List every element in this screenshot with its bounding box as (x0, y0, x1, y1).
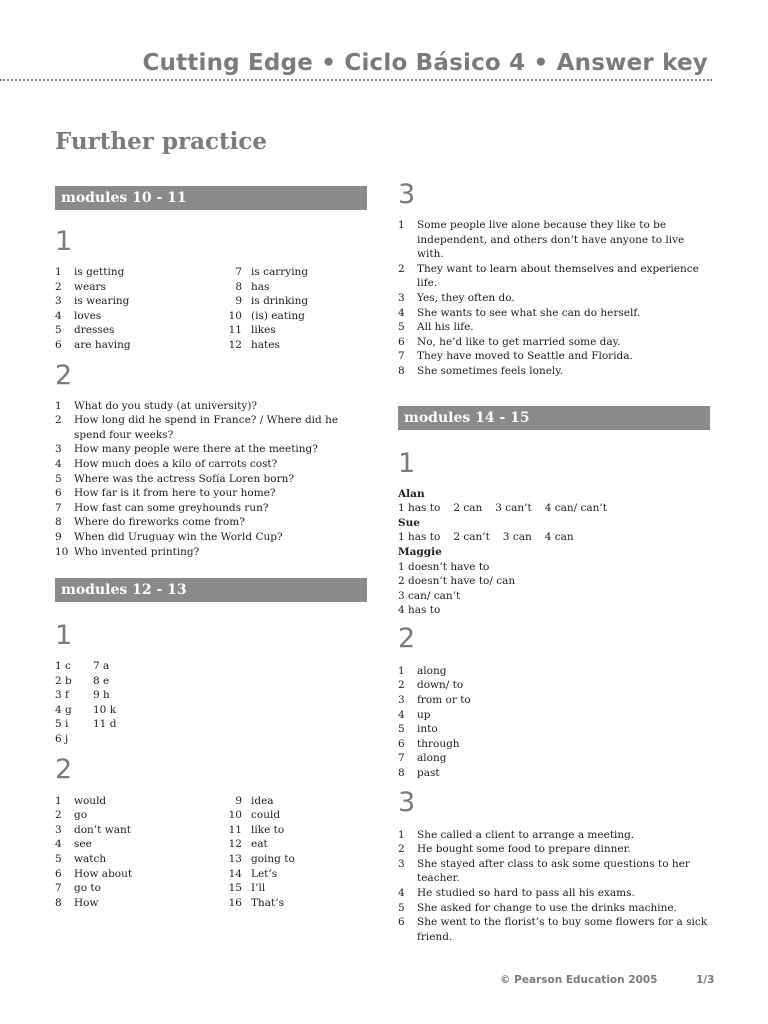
answer-text: (is) eating (251, 309, 305, 322)
answer-item (55, 323, 220, 338)
answer-text: He studied so hard to pass all his exams. (417, 887, 635, 899)
answer-number: 3 (55, 443, 62, 456)
answer-number: 4 (398, 887, 405, 899)
answer-number: 10 (55, 545, 69, 558)
answer-text: would (74, 794, 107, 807)
answer-item (220, 852, 295, 867)
match-answer: 4 g (55, 703, 72, 716)
page-header-title: Cutting Edge • Ciclo Básico 4 • Answer key (142, 50, 708, 76)
answer-item (55, 442, 367, 457)
answer-item (220, 823, 295, 838)
answer-text: 4 can/ can’t (544, 502, 607, 515)
answer-number: 4 (398, 708, 405, 721)
answer-item (398, 678, 710, 693)
match-row (55, 717, 367, 732)
answer-text: 1 doesn’t have to (398, 560, 490, 573)
answer-text: Some people live alone because they like to be independent, and others don’t have anyone to live with. (417, 219, 685, 261)
answer-text: go (74, 809, 88, 822)
answer-item (220, 338, 308, 353)
exercise-number: 1 (55, 226, 73, 257)
answer-text: is wearing (74, 295, 130, 308)
answer-number: 8 (398, 364, 405, 377)
answer-item (220, 896, 295, 911)
answer-item (398, 886, 710, 901)
answer-text: hates (251, 338, 280, 351)
answer-number: 3 (55, 295, 62, 308)
answer-text: How many people were there at the meeting? (74, 443, 318, 456)
answer-number: 1 (55, 266, 62, 278)
answer-item (398, 751, 710, 766)
answer-number: 8 (55, 516, 62, 529)
answer-number: 2 (398, 843, 405, 856)
answer-text: How fast can some greyhounds run? (74, 501, 269, 514)
match-answer: 5 i (55, 718, 69, 731)
answer-item (220, 323, 308, 338)
answer-number: 10 (228, 309, 242, 322)
answer-number: 7 (398, 350, 405, 363)
answer-item (55, 309, 220, 324)
answer-text: has (251, 280, 270, 293)
answer-text: 2 doesn’t have to/ can (398, 575, 516, 588)
answer-text: dresses (74, 324, 115, 337)
answer-number: 9 (235, 295, 242, 308)
answer-number: 7 (55, 882, 62, 895)
answer-text: They want to learn about themselves and experience life. (417, 262, 699, 290)
page-title: Further practice (55, 128, 267, 155)
answer-number: 7 (55, 501, 62, 514)
answer-text: How (74, 896, 99, 909)
answer-number: 1 (55, 794, 62, 807)
answer-text: She asked for change to use the drinks machine. (417, 901, 677, 914)
exercise-number: 2 (55, 359, 73, 391)
answer-number: 7 (235, 266, 242, 278)
answer-text: How long did he spend in France? / Where did he spend four weeks? (74, 414, 339, 441)
answer-number: 3 (398, 291, 405, 304)
answer-text: through (417, 737, 460, 750)
answer-number: 9 (235, 794, 242, 807)
answer-item (55, 881, 220, 896)
answer-item (55, 457, 367, 472)
answer-number: 2 (55, 414, 62, 427)
answer-item (55, 896, 220, 911)
answer-number: 3 (55, 823, 62, 836)
answer-number: 6 (398, 335, 405, 348)
answer-text: likes (251, 324, 276, 337)
answer-number: 13 (228, 853, 242, 866)
answer-text: is getting (74, 266, 125, 278)
answer-text: 3 can/ can’t (398, 589, 461, 602)
match-row (55, 688, 367, 703)
answer-item (398, 901, 710, 916)
m1011-ex1-answers (55, 265, 367, 353)
answer-number: 2 (398, 262, 405, 275)
name-label: Alan (398, 487, 425, 500)
answer-item (220, 881, 295, 896)
m1415-ex1-answers (398, 487, 710, 618)
answer-item (398, 335, 710, 350)
answer-text: I’ll (251, 882, 266, 895)
m1011-ex2-answers (55, 399, 367, 560)
answer-item (398, 915, 710, 944)
answer-number: 8 (55, 896, 62, 909)
answer-text: What do you study (at university)? (74, 399, 258, 412)
answer-item (220, 794, 295, 809)
answer-text: Let’s (251, 867, 278, 880)
answer-text: Yes, they often do. (417, 291, 515, 304)
answer-text: into (417, 723, 438, 736)
answer-item (220, 265, 308, 280)
answer-number: 6 (55, 338, 62, 351)
answer-text: 3 can’t (495, 502, 532, 515)
answer-item (220, 294, 308, 309)
page-number: 1/3 (696, 974, 715, 986)
answer-item (55, 867, 220, 882)
answer-item (220, 867, 295, 882)
answer-text: up (417, 708, 431, 721)
answer-number: 5 (398, 723, 405, 736)
answer-text: She called a client to arrange a meeting. (417, 828, 635, 841)
answer-number: 5 (398, 321, 405, 334)
answer-text: Where was the actress Sofía Loren born? (74, 472, 294, 485)
match-answer: 10 k (93, 703, 117, 716)
exercise-number: 2 (398, 622, 416, 654)
answer-item (220, 808, 295, 823)
modules-10-11-bar: modules 10 - 11 (55, 186, 367, 210)
answer-number: 3 (398, 694, 405, 707)
answer-item (55, 280, 220, 295)
answer-item (398, 766, 710, 781)
answer-number: 6 (55, 487, 62, 500)
answer-number: 4 (55, 309, 62, 322)
answer-number: 16 (228, 896, 242, 909)
answer-number: 2 (398, 679, 405, 692)
match-row (55, 732, 367, 747)
answer-text: are having (74, 338, 131, 351)
answer-number: 11 (228, 823, 242, 836)
answer-item (55, 265, 220, 280)
answer-text: could (251, 809, 281, 822)
answer-text: eat (251, 838, 268, 851)
answer-item (398, 828, 710, 843)
answer-item (398, 349, 710, 364)
exercise-number: 3 (398, 179, 416, 210)
answer-text: like to (251, 823, 285, 836)
m1213-ex2-answers (55, 794, 367, 911)
match-answer: 9 h (93, 689, 110, 702)
answer-number: 1 (398, 219, 405, 231)
answer-text: No, he’d like to get married some day. (417, 335, 621, 348)
answer-item (55, 413, 367, 442)
answer-text: see (74, 838, 92, 851)
right-column (398, 180, 710, 944)
modules-14-15-bar: modules 14 - 15 (398, 406, 710, 430)
m1213-ex1-answers (55, 659, 367, 747)
match-answer: 3 f (55, 689, 69, 702)
answer-item (55, 852, 220, 867)
answer-number: 8 (398, 767, 405, 780)
answer-text: loves (74, 309, 102, 322)
exercise-number: 1 (55, 620, 73, 652)
answer-text: He bought some food to prepare dinner. (417, 843, 631, 856)
name-label: Sue (398, 516, 420, 529)
answer-item (220, 309, 308, 324)
modules-12-13-bar: modules 12 - 13 (55, 578, 367, 602)
answer-number: 7 (398, 752, 405, 765)
answer-number: 1 (398, 664, 405, 677)
answer-number: 4 (55, 838, 62, 851)
answer-text: down/ to (417, 679, 464, 692)
answer-text: All his life. (417, 321, 474, 334)
copyright: © Pearson Education 2005 (500, 974, 658, 986)
match-row (55, 659, 367, 674)
answer-item (55, 472, 367, 487)
answer-text: is drinking (251, 295, 309, 308)
answer-text: 1 has to (398, 502, 441, 515)
answer-item (55, 808, 220, 823)
exercise-number: 2 (55, 753, 73, 785)
answer-item (55, 545, 367, 560)
answer-number: 6 (55, 867, 62, 880)
answer-number: 2 (55, 809, 62, 822)
answer-item (220, 837, 295, 852)
answer-number: 12 (228, 838, 242, 851)
answer-item (55, 515, 367, 530)
answer-text: along (417, 752, 447, 765)
answer-text: She went to the florist’s to buy some flowers for a sick friend. (417, 916, 708, 943)
answer-text: 3 can (502, 531, 532, 544)
match-answer: 7 a (93, 660, 110, 673)
answer-text: along (417, 664, 447, 677)
answer-item (398, 218, 710, 262)
answer-text: go to (74, 882, 101, 895)
answer-item (398, 291, 710, 306)
answer-text: How far is it from here to your home? (74, 487, 276, 500)
answer-item (55, 794, 220, 809)
answer-number: 2 (55, 280, 62, 293)
m1415-ex3-answers (398, 828, 710, 945)
answer-number: 3 (398, 857, 405, 870)
answer-number: 14 (228, 867, 242, 880)
answer-text: They have moved to Seattle and Florida. (417, 350, 633, 363)
answer-number: 5 (55, 472, 62, 485)
answer-number: 1 (398, 828, 405, 841)
answer-item (398, 737, 710, 752)
answer-number: 11 (228, 324, 242, 337)
answer-item (55, 294, 220, 309)
answer-number: 6 (398, 916, 405, 929)
answer-text: Who invented printing? (74, 545, 200, 558)
answer-number: 8 (235, 280, 242, 293)
answer-item (55, 837, 220, 852)
answer-text: watch (74, 853, 107, 866)
answer-text: How much does a kilo of carrots cost? (74, 457, 278, 470)
match-answer: 8 e (93, 674, 110, 687)
answer-number: 6 (398, 737, 405, 750)
answer-text: 2 can (453, 502, 483, 515)
answer-item (398, 664, 710, 679)
answer-item (55, 823, 220, 838)
answer-text: She sometimes feels lonely. (417, 364, 564, 377)
match-answer: 1 c (55, 660, 71, 673)
answer-number: 12 (228, 338, 242, 351)
header-dotted-rule (0, 79, 712, 81)
answer-text: past (417, 767, 440, 780)
answer-number: 10 (228, 809, 242, 822)
answer-item (398, 722, 710, 737)
answer-text: going to (251, 853, 295, 866)
answer-text: That’s (251, 896, 284, 909)
answer-number: 5 (55, 324, 62, 337)
answer-item (398, 364, 710, 379)
answer-number: 4 (398, 306, 405, 319)
answer-item (55, 530, 367, 545)
answer-item (55, 486, 367, 501)
answer-item (220, 280, 308, 295)
match-row (55, 703, 367, 718)
answer-number: 5 (55, 853, 62, 866)
match-answer: 11 d (93, 718, 117, 731)
answer-text: Where do fireworks come from? (74, 516, 245, 529)
answer-text: from or to (417, 694, 471, 707)
answer-number: 15 (228, 882, 242, 895)
answer-text: 4 has to (398, 604, 441, 617)
answer-text: She wants to see what she can do herself. (417, 306, 641, 319)
m1415-ex2-answers (398, 664, 710, 781)
answer-item (55, 338, 220, 353)
answer-item (398, 857, 710, 886)
match-answer: 2 b (55, 674, 72, 687)
answer-item (398, 842, 710, 857)
answer-text: don’t want (74, 823, 131, 836)
name-label: Maggie (398, 545, 442, 558)
answer-number: 9 (55, 530, 62, 543)
answer-text: 1 has to (398, 531, 441, 544)
left-column (55, 186, 367, 910)
answer-text: is carrying (251, 266, 309, 278)
answer-number: 1 (55, 399, 62, 412)
match-answer: 6 j (55, 733, 69, 746)
answer-text: wears (74, 280, 106, 293)
answer-item (55, 501, 367, 516)
answer-text: When did Uruguay win the World Cup? (74, 530, 283, 543)
answer-item (398, 306, 710, 321)
match-row (55, 674, 367, 689)
answer-text: How about (74, 867, 133, 880)
answer-item (55, 399, 367, 414)
answer-item (398, 708, 710, 723)
answer-item (398, 262, 710, 291)
exercise-number: 1 (398, 447, 416, 479)
m1213-ex3-answers (398, 218, 710, 379)
answer-text: idea (251, 794, 274, 807)
answer-item (398, 693, 710, 708)
exercise-number: 3 (398, 786, 416, 818)
answer-number: 5 (398, 901, 405, 914)
answer-text: She stayed after class to ask some questions to her teacher. (417, 857, 690, 885)
answer-item (398, 320, 710, 335)
answer-number: 4 (55, 457, 62, 470)
answer-text: 4 can (544, 531, 574, 544)
answer-text: 2 can’t (453, 531, 490, 544)
